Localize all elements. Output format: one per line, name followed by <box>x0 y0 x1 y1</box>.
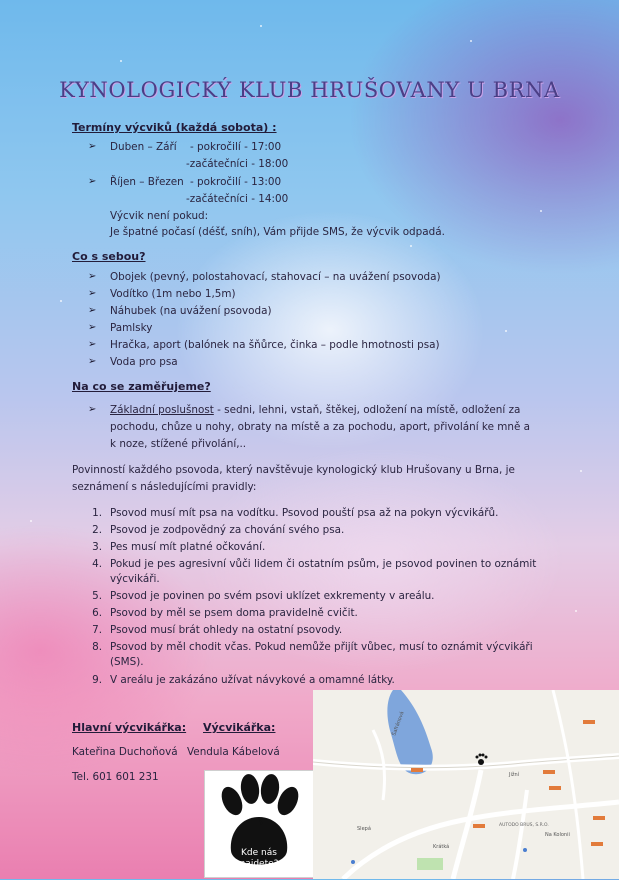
arrow-bullet-icon: ➢ <box>88 305 97 316</box>
focus-term: Základní poslušnost <box>110 404 214 416</box>
rule-text: Psovod by měl se psem doma pravidelně cvičit. <box>110 607 358 619</box>
map-label: Krátká <box>433 844 450 850</box>
head-trainer-label: Hlavní výcvikářka: <box>72 721 187 734</box>
focus-line <box>110 404 520 417</box>
trainer-label: Výcvikářka: <box>203 721 276 734</box>
arrow-bullet-icon: ➢ <box>88 404 97 415</box>
paw-print-icon <box>205 771 313 877</box>
page-title: KYNOLOGICKÝ KLUB HRUŠOVANY U BRNA <box>59 78 560 102</box>
bring-item: Náhubek (na uvážení psovoda) <box>110 305 272 317</box>
arrow-bullet-icon: ➢ <box>88 271 97 282</box>
intro-text: Povinností každého psovoda, který navštěvuje kynologický klub Hrušovany u Brna, je <box>72 464 515 476</box>
no-training-text: Je špatné počasí (déšť, sníh), Vám přijde SMS, že výcvik odpadá. <box>110 226 445 238</box>
map-label: AUTODO BRUS, S.R.O. <box>499 823 549 828</box>
rule-number: 9. <box>92 674 102 686</box>
arrow-bullet-icon: ➢ <box>88 176 97 187</box>
rule-text: Psovod je povinen po svém psovi uklízet exkrementy v areálu. <box>110 590 435 602</box>
rule-number: 1. <box>92 507 102 519</box>
rule-text: Psovod je zodpovědný za chování svého psa. <box>110 524 345 536</box>
rule-number: 7. <box>92 624 102 636</box>
rule-text: výcvikáři. <box>110 573 160 585</box>
paw-caption-line: Kde nás <box>241 848 277 858</box>
schedule-level: - pokročilí - 17:00 <box>190 141 282 153</box>
rule-text: (SMS). <box>110 656 144 668</box>
paw-caption-line: najdete? <box>239 859 279 869</box>
intro-text: seznámení s následujícími pravidly: <box>72 481 257 493</box>
map-label: Na Kolonii <box>545 832 570 838</box>
head-trainer-phone: Tel. 601 601 231 <box>72 771 159 783</box>
rule-text: Psovod musí mít psa na vodítku. Psovod pouští psa až na pokyn výcvikářů. <box>110 507 499 519</box>
arrow-bullet-icon: ➢ <box>88 141 97 152</box>
map-label: Slepá <box>357 826 371 832</box>
rule-number: 4. <box>92 558 102 570</box>
trainer-name: Vendula Kábelová <box>187 746 280 758</box>
schedule-level: - pokročilí - 13:00 <box>190 176 282 188</box>
bring-item: Voda pro psa <box>110 356 178 368</box>
rule-number: 8. <box>92 641 102 653</box>
rule-number: 3. <box>92 541 102 553</box>
head-trainer-name: Kateřina Duchoňová <box>72 746 178 758</box>
focus-text: pochodu, chůze u nohy, obraty na místě a za pochodu, aport, přivolání ke mně a <box>110 421 531 433</box>
map-label: Jižní <box>509 772 520 778</box>
arrow-bullet-icon: ➢ <box>88 339 97 350</box>
rule-text: Pokud je pes agresivní vůči lidem či ostatním psům, je psovod povinen to oznámit <box>110 558 537 570</box>
location-map[interactable] <box>313 690 619 879</box>
schedule-range: Duben – Září <box>110 141 177 153</box>
map-label: Šafránová <box>391 710 406 737</box>
arrow-bullet-icon: ➢ <box>88 288 97 299</box>
focus-text: k noze, stížené přivolání,.. <box>110 438 247 450</box>
arrow-bullet-icon: ➢ <box>88 356 97 367</box>
rule-text: V areálu je zakázáno užívat návykové a omamné látky. <box>110 674 395 686</box>
no-training-label: Výcvik není pokud: <box>110 210 209 222</box>
bring-item: Obojek (pevný, polostahovací, stahovací – na uvážení psovoda) <box>110 271 441 283</box>
arrow-bullet-icon: ➢ <box>88 322 97 333</box>
schedule-range: Říjen – Březen <box>110 176 184 188</box>
schedule-level: -začátečníci - 18:00 <box>186 158 289 170</box>
rule-number: 6. <box>92 607 102 619</box>
bring-item: Vodítko (1m nebo 1,5m) <box>110 288 236 300</box>
map-drawing <box>313 690 619 879</box>
schedule-level: -začátečníci - 14:00 <box>186 193 289 205</box>
rule-number: 5. <box>92 590 102 602</box>
rule-number: 2. <box>92 524 102 536</box>
rule-text: Psovod by měl chodit včas. Pokud nemůže přijít vůbec, musí to oznámit výcvikáři <box>110 641 533 653</box>
rule-text: Psovod musí brát ohledy na ostatní psovody. <box>110 624 343 636</box>
focus-heading: Na co se zaměřujeme? <box>72 380 211 393</box>
bring-item: Hračka, aport (balónek na šňůrce, činka – podle hmotnosti psa) <box>110 339 440 351</box>
bring-item: Pamlsky <box>110 322 153 334</box>
schedule-heading: Termíny výcviků (každá sobota) : <box>72 121 277 134</box>
rule-text: Pes musí mít platné očkování. <box>110 541 266 553</box>
focus-text: - sedni, lehni, vstaň, štěkej, odložení na místě, odložení za <box>213 404 521 416</box>
paw-logo <box>204 770 314 878</box>
bring-heading: Co s sebou? <box>72 250 146 263</box>
